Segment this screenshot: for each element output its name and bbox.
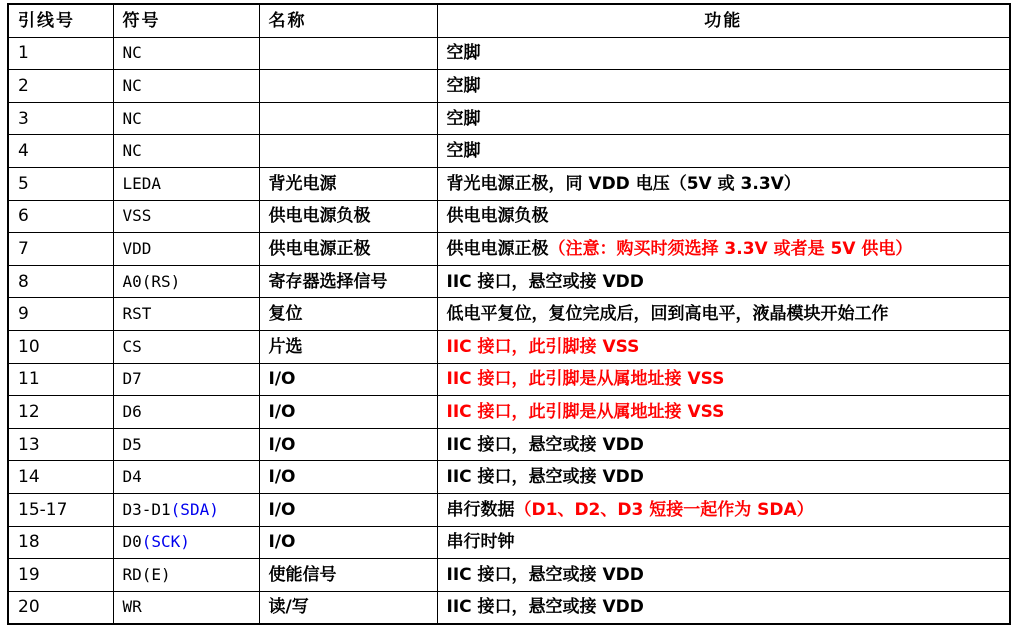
table-row	[8, 493, 1010, 526]
pin-number: 12	[8, 396, 113, 429]
pin-function	[437, 200, 1010, 233]
pin-name: I/O	[259, 493, 437, 526]
function-text: 供电电源负极	[446, 206, 549, 227]
function-text: 串行数据	[446, 499, 515, 520]
function-text: IIC 接口，悬空或接 VDD	[446, 434, 644, 455]
pin-number: 2	[8, 70, 113, 103]
pin-number: 8	[8, 265, 113, 298]
pin-symbol	[113, 330, 259, 363]
table-row	[8, 200, 1010, 233]
table-row	[8, 37, 1010, 70]
pin-number: 7	[8, 233, 113, 266]
function-note: （注意：购买时须选择 3.3V 或者是 5V 供电）	[548, 238, 913, 259]
pin-symbol	[113, 461, 259, 494]
symbol-note: (SCK)	[141, 532, 190, 552]
pin-function	[437, 102, 1010, 135]
symbol-text: VSS	[122, 206, 152, 226]
pin-number: 13	[8, 428, 113, 461]
symbol-text: D0	[122, 532, 142, 552]
pin-name	[259, 135, 437, 168]
pin-number: 20	[8, 591, 113, 624]
pin-number: 19	[8, 559, 113, 592]
table-row	[8, 363, 1010, 396]
symbol-text: NC	[122, 108, 142, 128]
symbol-text: D3-D1	[122, 499, 171, 519]
symbol-text: D6	[122, 401, 142, 421]
pin-number: 5	[8, 167, 113, 200]
pin-symbol	[113, 265, 259, 298]
pin-name: I/O	[259, 428, 437, 461]
pin-name: 读/写	[259, 591, 437, 624]
pin-name: I/O	[259, 363, 437, 396]
pin-number: 6	[8, 200, 113, 233]
symbol-text: WR	[122, 597, 142, 617]
pin-number: 14	[8, 461, 113, 494]
table-row	[8, 428, 1010, 461]
table-row	[8, 461, 1010, 494]
pin-symbol	[113, 37, 259, 70]
pin-name: I/O	[259, 396, 437, 429]
pin-function	[437, 526, 1010, 559]
pin-function	[437, 298, 1010, 331]
pin-symbol	[113, 526, 259, 559]
pin-function	[437, 167, 1010, 200]
function-note: IIC 接口，此引脚是从属地址接 VSS	[446, 369, 725, 390]
pin-symbol	[113, 233, 259, 266]
pin-name: 寄存器选择信号	[259, 265, 437, 298]
pin-symbol	[113, 363, 259, 396]
pin-definition-table	[7, 3, 1011, 625]
table-row	[8, 135, 1010, 168]
table-row	[8, 102, 1010, 135]
function-note: IIC 接口，此引脚是从属地址接 VSS	[446, 401, 725, 422]
function-text: IIC 接口，悬空或接 VDD	[446, 597, 644, 618]
function-text: IIC 接口，悬空或接 VDD	[446, 564, 644, 585]
symbol-text: D5	[122, 434, 142, 454]
pin-number: 11	[8, 363, 113, 396]
symbol-text: RST	[122, 304, 152, 324]
pin-name	[259, 102, 437, 135]
header-name: 名称	[259, 4, 437, 37]
function-text: 空脚	[446, 108, 481, 129]
pin-name: 供电电源负极	[259, 200, 437, 233]
pin-number: 3	[8, 102, 113, 135]
function-text: 供电电源正极	[446, 238, 549, 259]
pin-function	[437, 330, 1010, 363]
pin-symbol	[113, 200, 259, 233]
table-row	[8, 298, 1010, 331]
function-text: 背光电源正极，同 VDD 电压（5V 或 3.3V）	[446, 173, 801, 194]
pin-function	[437, 493, 1010, 526]
pin-name: 使能信号	[259, 559, 437, 592]
pin-name: 复位	[259, 298, 437, 331]
pin-function	[437, 461, 1010, 494]
symbol-text: D7	[122, 369, 142, 389]
table-row	[8, 233, 1010, 266]
pin-function	[437, 363, 1010, 396]
pin-function	[437, 559, 1010, 592]
pin-symbol	[113, 591, 259, 624]
pin-symbol	[113, 102, 259, 135]
symbol-text: VDD	[122, 238, 152, 258]
symbol-text: CS	[122, 336, 142, 356]
symbol-text: A0(RS)	[122, 271, 181, 291]
table-row	[8, 265, 1010, 298]
table-row	[8, 396, 1010, 429]
table-row	[8, 591, 1010, 624]
pin-function	[437, 70, 1010, 103]
pin-symbol	[113, 167, 259, 200]
pin-symbol	[113, 493, 259, 526]
pin-number: 18	[8, 526, 113, 559]
function-note: IIC 接口，此引脚接 VSS	[446, 336, 640, 357]
symbol-text: NC	[122, 43, 142, 63]
function-text: IIC 接口，悬空或接 VDD	[446, 271, 644, 292]
pin-name: I/O	[259, 461, 437, 494]
pin-function	[437, 396, 1010, 429]
symbol-text: RD(E)	[122, 564, 171, 584]
pin-function	[437, 37, 1010, 70]
pin-function	[437, 135, 1010, 168]
symbol-text: NC	[122, 75, 142, 95]
pin-symbol	[113, 396, 259, 429]
function-text: 低电平复位，复位完成后，回到高电平，液晶模块开始工作	[446, 304, 889, 325]
pin-name: 供电电源正极	[259, 233, 437, 266]
pin-name	[259, 70, 437, 103]
pin-name	[259, 37, 437, 70]
header-row	[8, 4, 1010, 37]
pin-number: 15-17	[8, 493, 113, 526]
header-function: 功能	[437, 4, 1010, 37]
pin-function	[437, 265, 1010, 298]
function-text: 空脚	[446, 75, 481, 96]
function-text: 空脚	[446, 141, 481, 162]
header-pin: 引线号	[8, 4, 113, 37]
pin-name: 片选	[259, 330, 437, 363]
table-row	[8, 330, 1010, 363]
pin-name: 背光电源	[259, 167, 437, 200]
pin-number: 9	[8, 298, 113, 331]
pin-function	[437, 428, 1010, 461]
pin-number: 4	[8, 135, 113, 168]
pin-number: 10	[8, 330, 113, 363]
symbol-text: LEDA	[122, 173, 162, 193]
function-text: 空脚	[446, 43, 481, 64]
pin-function	[437, 233, 1010, 266]
function-text: 串行时钟	[446, 532, 515, 553]
header-symbol: 符号	[113, 4, 259, 37]
symbol-note: (SDA)	[170, 499, 219, 519]
pin-number: 1	[8, 37, 113, 70]
pin-function	[437, 591, 1010, 624]
function-text: IIC 接口，悬空或接 VDD	[446, 467, 644, 488]
symbol-text: NC	[122, 141, 142, 161]
function-note: （D1、D2、D3 短接一起作为 SDA）	[514, 499, 814, 520]
pin-symbol	[113, 298, 259, 331]
pin-symbol	[113, 559, 259, 592]
pin-name: I/O	[259, 526, 437, 559]
table-row	[8, 559, 1010, 592]
pin-symbol	[113, 135, 259, 168]
pin-symbol	[113, 428, 259, 461]
table-row	[8, 70, 1010, 103]
table-row	[8, 167, 1010, 200]
pin-symbol	[113, 70, 259, 103]
table-row	[8, 526, 1010, 559]
symbol-text: D4	[122, 467, 142, 487]
